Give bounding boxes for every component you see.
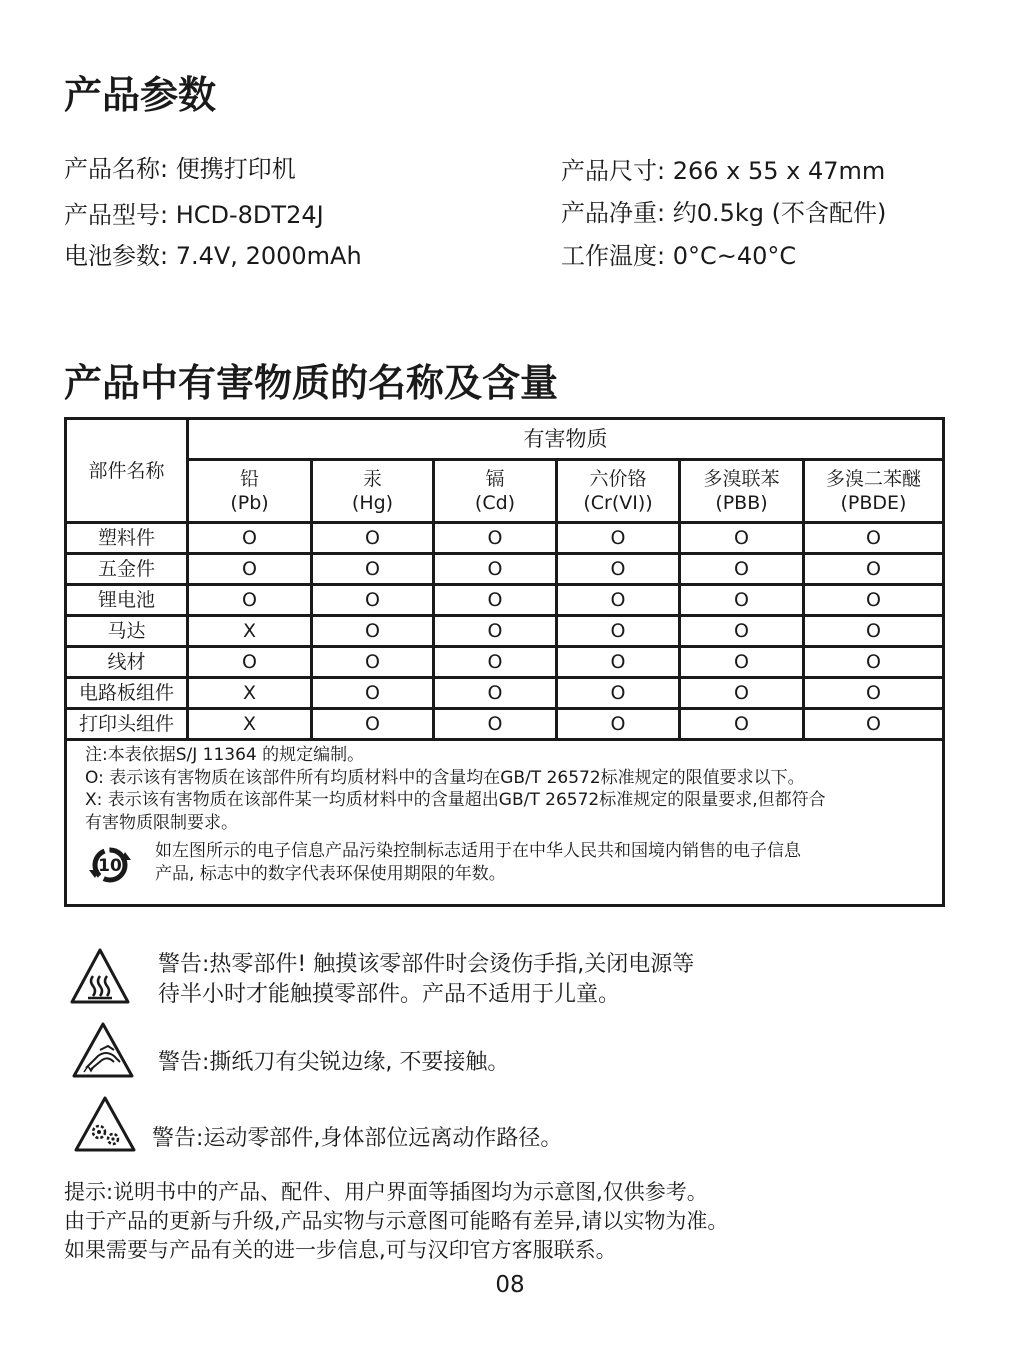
substance-value: O (434, 585, 557, 616)
hot-surface-warning (158, 950, 694, 1010)
substance-value: O (804, 523, 944, 554)
tip-line: 提示:说明书中的产品、配件、用户界面等插图均为示意图,仅供参考。 (64, 1180, 708, 1204)
substance-value: O (434, 647, 557, 678)
rohs-10-icon (85, 840, 135, 890)
substance-value: O (312, 647, 434, 678)
part-name: 打印头组件 (66, 709, 188, 740)
moving-parts-warning: 警告:运动零部件,身体部位远离动作路径。 (152, 1126, 563, 1151)
spec-label: 电池参数 (64, 242, 160, 270)
spec-value: 约0.5kg (不含配件) (672, 199, 887, 227)
table-row (66, 678, 944, 709)
part-name: 锂电池 (66, 585, 188, 616)
part-name: 线材 (66, 647, 188, 678)
substance-value: O (680, 616, 804, 647)
substance-value: O (557, 647, 680, 678)
table-row (66, 709, 944, 740)
substance-value: O (434, 709, 557, 740)
substance-value: O (804, 647, 944, 678)
substance-value: O (312, 678, 434, 709)
tip-line: 由于产品的更新与升级,产品实物与示意图可能略有差异,请以实物为准。 (64, 1209, 729, 1233)
hazard-title: 产品中有害物质的名称及含量 (64, 361, 559, 405)
substance-header-pb: 铅 (Pb) (188, 460, 312, 523)
tips-block (64, 1178, 728, 1265)
substance-value: O (188, 647, 312, 678)
page-number: 08 (495, 1272, 525, 1298)
spec-label: 产品尺寸 (561, 157, 657, 185)
table-row (66, 523, 944, 554)
tip-line: 如果需要与产品有关的进一步信息,可与汉印官方客服联系。 (64, 1238, 617, 1262)
hot-surface-warning-icon (68, 946, 132, 1006)
substance-value: O (434, 616, 557, 647)
substance-value: O (312, 709, 434, 740)
substance-value: O (680, 523, 804, 554)
spec-name: 产品名称: 便携打印机 (64, 155, 296, 183)
substance-value: O (188, 523, 312, 554)
substance-value: O (557, 585, 680, 616)
substance-value: O (188, 585, 312, 616)
substance-value: O (188, 554, 312, 585)
sharp-cutter-warning: 警告:撕纸刀有尖锐边缘, 不要接触。 (158, 1050, 510, 1075)
spec-label: 产品净重 (561, 199, 657, 227)
substance-value: O (434, 678, 557, 709)
rohs-line: 如左图所示的电子信息产品污染控制标志适用于在中华人民共和国境内销售的电子信息 (155, 841, 801, 861)
rohs-statement (85, 840, 938, 890)
substance-value: O (680, 647, 804, 678)
spec-temperature: 工作温度: 0°C~40°C (561, 242, 797, 270)
substance-value: O (680, 585, 804, 616)
substance-header-cd: 镉 (Cd) (434, 460, 557, 523)
table-row (66, 585, 944, 616)
sharp-cutter-warning-icon (70, 1020, 136, 1080)
substance-value: O (557, 709, 680, 740)
substance-value: O (557, 678, 680, 709)
substance-value: O (680, 678, 804, 709)
table-row (66, 616, 944, 647)
substance-value: X (188, 678, 312, 709)
rohs-number: 10 (98, 856, 122, 876)
params-title: 产品参数 (64, 73, 217, 117)
rohs-line: 产品, 标志中的数字代表环保使用期限的年数。 (155, 863, 506, 884)
substance-value: O (804, 554, 944, 585)
table-row (66, 554, 944, 585)
spec-value: 7.4V, 2000mAh (175, 242, 362, 270)
substance-value: O (804, 678, 944, 709)
substance-value: O (557, 616, 680, 647)
note-line: 有害物质限制要求。 (85, 812, 238, 833)
substance-value: O (804, 616, 944, 647)
substance-value: O (312, 616, 434, 647)
part-name: 马达 (66, 616, 188, 647)
part-name: 塑料件 (66, 523, 188, 554)
spec-value: 便携打印机 (175, 155, 296, 183)
part-name: 电路板组件 (66, 678, 188, 709)
substance-value: O (434, 554, 557, 585)
substance-value: X (188, 616, 312, 647)
substance-value: X (188, 709, 312, 740)
substance-header-pbde: 多溴二苯醚 (PBDE) (804, 460, 944, 523)
spec-value: 0°C~40°C (672, 242, 797, 270)
substance-value: O (557, 554, 680, 585)
substance-header-hg: 汞 (Hg) (312, 460, 434, 523)
substance-value: O (804, 585, 944, 616)
spec-battery: 电池参数: 7.4V, 2000mAh (64, 242, 362, 270)
substance-value: O (434, 523, 557, 554)
note-line: O: 表示该有害物质在该部件所有均质材料中的含量均在GB/T 26572标准规定的限值要求以下。 (85, 767, 805, 788)
part-name: 五金件 (66, 554, 188, 585)
substance-header-pbb: 多溴联苯 (PBB) (680, 460, 804, 523)
warning-line: 待半小时才能触摸零部件。产品不适用于儿童。 (158, 982, 621, 1007)
table-notes (66, 740, 944, 906)
substance-group-header: 有害物质 (188, 419, 944, 460)
substance-value: O (680, 709, 804, 740)
hazard-table (64, 417, 945, 907)
substance-value: O (557, 523, 680, 554)
table-row (66, 647, 944, 678)
spec-label: 产品型号 (64, 201, 160, 229)
spec-model: 产品型号: HCD-8DT24J (64, 201, 324, 229)
substance-header-cr: 六价铬 (Cr(VI)) (557, 460, 680, 523)
note-line: X: 表示该有害物质在该部件某一均质材料中的含量超出GB/T 26572标准规定的限量要求,但都符合 (85, 790, 826, 810)
substance-value: O (312, 554, 434, 585)
part-header: 部件名称 (66, 419, 188, 523)
spec-label: 工作温度 (561, 242, 657, 270)
note-line: 注:本表依据S/J 11364 的规定编制。 (85, 745, 365, 765)
spec-weight: 产品净重: 约0.5kg (不含配件) (561, 199, 887, 227)
substance-value: O (680, 554, 804, 585)
substance-value: O (804, 709, 944, 740)
spec-size: 产品尺寸: 266 x 55 x 47mm (561, 157, 886, 185)
spec-value: HCD-8DT24J (175, 201, 324, 229)
spec-value: 266 x 55 x 47mm (672, 157, 886, 185)
substance-value: O (312, 523, 434, 554)
moving-parts-warning-icon (72, 1094, 138, 1154)
substance-value: O (312, 585, 434, 616)
spec-label: 产品名称 (64, 155, 160, 183)
warning-line: 警告:热零部件! 触摸该零部件时会烫伤手指,关闭电源等 (158, 952, 695, 977)
